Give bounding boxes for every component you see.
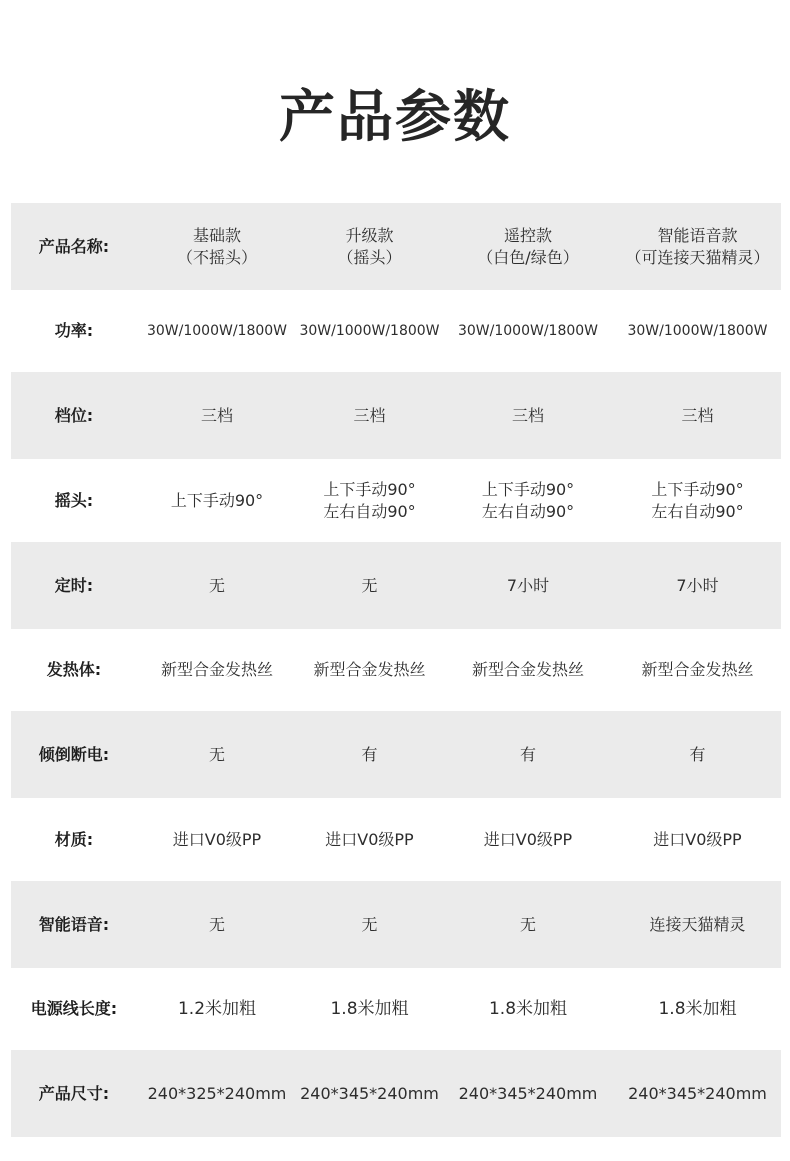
cell-remote: 三档 (511, 405, 544, 425)
row-power-cord-length (11, 968, 781, 1050)
cell-upgrade: 30W/1000W/1800W (299, 323, 440, 339)
row-heating-element (11, 629, 781, 711)
cell-smart: 240*345*240mm (628, 1083, 767, 1103)
row-label: 档位: (54, 405, 94, 425)
cell-basic: 无 (208, 744, 225, 764)
row-label: 功率: (54, 321, 94, 340)
cell-smart: 智能语音款 （可连接天猫精灵） (625, 225, 770, 267)
cell-smart: 连接天猫精灵 (649, 914, 746, 934)
cell-basic: 进口V0级PP (172, 829, 262, 849)
cell-smart: 三档 (681, 405, 714, 425)
row-label: 倾倒断电: (38, 744, 110, 764)
row-product-size (11, 1050, 781, 1137)
cell-basic: 30W/1000W/1800W (146, 323, 288, 339)
cell-smart: 30W/1000W/1800W (627, 323, 768, 339)
cell-remote: 30W/1000W/1800W (457, 323, 599, 339)
row-gear (11, 372, 781, 459)
row-oscillation (11, 459, 781, 542)
cell-remote: 遥控款 （白色/绿色） (477, 225, 579, 267)
cell-upgrade: 新型合金发热丝 (313, 660, 426, 679)
cell-upgrade: 有 (361, 744, 378, 764)
cell-smart: 进口V0级PP (653, 829, 742, 849)
cell-smart: 7小时 (676, 575, 719, 595)
row-label: 定时: (54, 575, 94, 595)
cell-upgrade: 进口V0级PP (325, 829, 414, 849)
cell-remote: 1.8米加粗 (488, 999, 568, 1019)
row-label: 智能语音: (38, 914, 110, 934)
cell-smart: 上下手动90° 左右自动90° (651, 479, 744, 521)
cell-upgrade: 240*345*240mm (300, 1083, 439, 1103)
row-label: 发热体: (46, 660, 102, 679)
cell-basic: 无 (208, 575, 225, 595)
cell-upgrade: 升级款 （摇头） (337, 225, 402, 267)
cell-basic: 1.2米加粗 (177, 999, 257, 1019)
row-label: 材质: (54, 829, 94, 849)
row-product-name (11, 203, 781, 290)
cell-basic: 基础款 （不摇头） (176, 225, 257, 267)
cell-basic: 240*325*240mm (147, 1083, 287, 1103)
cell-remote: 新型合金发热丝 (471, 660, 584, 679)
row-power (11, 290, 781, 372)
cell-upgrade: 无 (361, 575, 378, 595)
row-label: 产品名称: (38, 236, 110, 256)
cell-basic: 三档 (200, 405, 233, 425)
page-title: 产品参数 (279, 85, 511, 150)
cell-basic: 上下手动90° (170, 490, 264, 510)
row-timer (11, 542, 781, 629)
cell-smart: 新型合金发热丝 (641, 660, 754, 679)
cell-upgrade: 三档 (353, 405, 386, 425)
row-material (11, 798, 781, 881)
cell-upgrade: 1.8米加粗 (330, 999, 409, 1019)
row-smart-voice (11, 881, 781, 968)
cell-remote: 无 (519, 914, 536, 934)
row-label: 电源线长度: (30, 999, 118, 1018)
row-label: 产品尺寸: (38, 1083, 110, 1103)
cell-upgrade: 上下手动90° 左右自动90° (323, 479, 416, 521)
cell-smart: 1.8米加粗 (658, 999, 737, 1019)
cell-remote: 进口V0级PP (483, 829, 573, 849)
row-label: 摇头: (54, 490, 94, 510)
cell-basic: 无 (208, 914, 225, 934)
cell-basic: 新型合金发热丝 (160, 660, 273, 679)
cell-remote: 7小时 (506, 575, 550, 595)
cell-remote: 上下手动90° 左右自动90° (481, 479, 575, 521)
cell-remote: 有 (519, 744, 536, 764)
row-tip-over-protection (11, 711, 781, 798)
spec-table (11, 203, 781, 1137)
cell-remote: 240*345*240mm (458, 1083, 598, 1103)
cell-smart: 有 (689, 744, 706, 764)
cell-upgrade: 无 (361, 914, 378, 934)
